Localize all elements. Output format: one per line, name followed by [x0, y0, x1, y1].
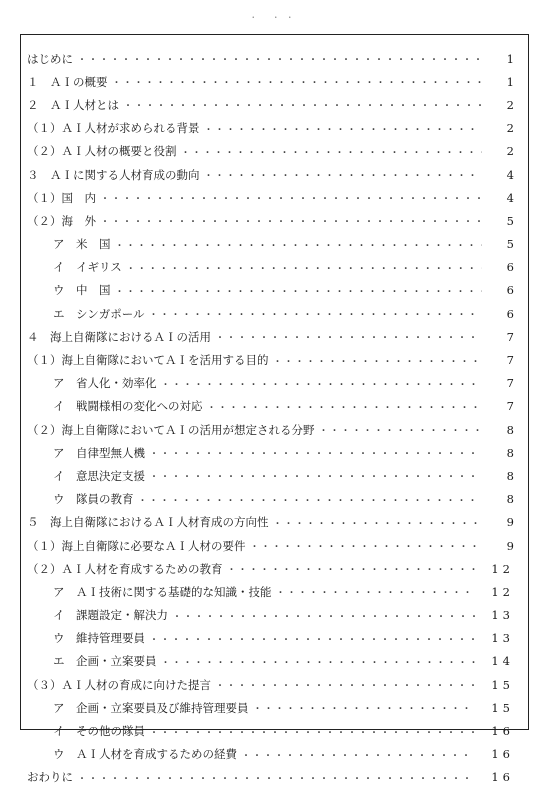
toc-entry-title: （１）海上自衛隊においてＡＩを活用する目的: [27, 353, 269, 368]
toc-entry: [21, 279, 528, 302]
toc-entry-title: おわりに: [27, 770, 73, 785]
toc-entry-title: イ 課題設定・解決力: [53, 608, 168, 623]
toc-entry: [21, 233, 528, 256]
toc-entry-page: 7: [506, 399, 514, 414]
toc-entry-title: エ 企画・立案要員: [53, 654, 157, 669]
dot-leader: [207, 399, 483, 414]
toc-entry-title: イ 戦闘様相の変化への対応: [53, 399, 203, 414]
toc-entry-title: ４ 海上自衛隊におけるＡＩの活用: [27, 329, 211, 344]
toc-entry-title: ウ 隊員の教育: [53, 492, 134, 507]
toc-entry: [21, 256, 528, 279]
toc-entry: [21, 117, 528, 140]
toc-entry-title: （２）海上自衛隊においてＡＩの活用が想定される分野: [27, 422, 315, 437]
toc-entry-title: （２）ＡＩ人材を育成するための教育: [27, 561, 223, 576]
toc-entry-title: ウ 維持管理要員: [53, 631, 145, 646]
toc-entry-page: 2: [506, 144, 514, 159]
toc-entry-title: ア 自律型無人機: [53, 445, 145, 460]
toc-entry-title: ウ ＡＩ人材を育成するための経費: [53, 747, 237, 762]
toc-entry-page: 9: [506, 538, 514, 553]
toc-entry-title: （１）ＡＩ人材が求められる背景: [27, 121, 200, 136]
dot-leader: [115, 237, 483, 252]
toc-entry: [21, 47, 528, 70]
toc-entry: [21, 673, 528, 696]
toc-entry-title: ア 米 国: [53, 237, 111, 252]
toc-entry-page: 5: [506, 237, 514, 252]
table-of-contents: [21, 47, 528, 789]
dot-leader: [250, 538, 483, 553]
dot-leader: [138, 492, 483, 507]
dot-leader: [181, 144, 483, 159]
toc-entry-page: 8: [506, 445, 514, 460]
dot-leader: [148, 306, 482, 321]
toc-entry: [21, 348, 528, 371]
toc-entry-title: イ イギリス: [53, 260, 122, 275]
toc-entry-page: 16: [491, 770, 514, 785]
toc-entry: [21, 418, 528, 441]
toc-entry: [21, 186, 528, 209]
dot-leader: [215, 677, 476, 692]
toc-entry-title: ア ＡＩ技術に関する基礎的な知識・技能: [53, 584, 272, 599]
dot-leader: [126, 260, 482, 275]
toc-entry: [21, 604, 528, 627]
toc-entry-title: ５ 海上自衛隊におけるＡＩ人材育成の方向性: [27, 515, 269, 530]
toc-entry-page: 15: [491, 700, 514, 715]
dot-leader: [115, 283, 483, 298]
toc-entry-page: 16: [491, 747, 514, 762]
toc-entry: [21, 464, 528, 487]
toc-entry-page: 15: [491, 677, 514, 692]
toc-entry: [21, 93, 528, 116]
dot-leader: [149, 631, 476, 646]
toc-entry-page: 8: [506, 468, 514, 483]
toc-entry-page: 1: [506, 51, 514, 66]
toc-entry-page: 6: [506, 260, 514, 275]
dot-leader: [319, 422, 483, 437]
toc-entry: [21, 395, 528, 418]
dot-leader: [123, 97, 482, 112]
toc-entry-page: 12: [491, 561, 514, 576]
toc-entry-page: 7: [506, 329, 514, 344]
toc-entry-page: 13: [491, 608, 514, 623]
toc-entry-page: 8: [506, 492, 514, 507]
toc-entry: [21, 511, 528, 534]
dot-leader: [227, 561, 477, 576]
toc-entry-title: イ 意思決定支援: [53, 468, 145, 483]
dot-leader: [100, 190, 482, 205]
dot-leader: [161, 376, 483, 391]
toc-entry-title: （２）海 外: [27, 213, 96, 228]
dot-leader: [204, 121, 483, 136]
toc-entry: [21, 441, 528, 464]
toc-entry-page: 4: [506, 190, 514, 205]
toc-entry: [21, 163, 528, 186]
toc-entry: [21, 743, 528, 766]
dot-leader: [273, 353, 483, 368]
dot-leader: [273, 515, 483, 530]
toc-entry: [21, 557, 528, 580]
dot-leader: [149, 445, 482, 460]
toc-entry-page: 1: [506, 74, 514, 89]
toc-entry: [21, 696, 528, 719]
toc-entry: [21, 140, 528, 163]
toc-entry: [21, 580, 528, 603]
toc-entry-title: （１）海上自衛隊に必要なＡＩ人材の要件: [27, 538, 246, 553]
dot-leader: [149, 724, 476, 739]
toc-entry-title: （１）国 内: [27, 190, 96, 205]
toc-entry-page: 14: [491, 654, 514, 669]
toc-entry-title: １ ＡＩの概要: [27, 74, 108, 89]
dot-leader: [149, 468, 482, 483]
toc-entry-page: 6: [506, 283, 514, 298]
toc-entry-title: ２ ＡＩ人材とは: [27, 97, 119, 112]
toc-entry-title: エ シンガポール: [53, 306, 145, 321]
dot-leader: [241, 747, 476, 762]
toc-entry: [21, 372, 528, 395]
toc-entry-page: 7: [506, 353, 514, 368]
toc-entry-page: 2: [506, 97, 514, 112]
toc-entry: [21, 70, 528, 93]
toc-entry: [21, 209, 528, 232]
toc-entry: [21, 719, 528, 742]
toc-entry-page: 16: [491, 724, 514, 739]
toc-entry: [21, 302, 528, 325]
dot-leader: [77, 770, 476, 785]
toc-entry-title: ウ 中 国: [53, 283, 111, 298]
toc-entry-title: （３）ＡＩ人材の育成に向けた提言: [27, 677, 211, 692]
dot-leader: [253, 700, 477, 715]
dot-leader: [215, 329, 482, 344]
toc-entry-page: 12: [491, 584, 514, 599]
page-heading: ・ ・・: [249, 13, 300, 22]
dot-leader: [172, 608, 476, 623]
toc-entry-page: 4: [506, 167, 514, 182]
dot-leader: [112, 74, 483, 89]
dot-leader: [161, 654, 477, 669]
dot-leader: [204, 167, 483, 182]
dot-leader: [276, 584, 477, 599]
toc-entry-title: ３ ＡＩに関する人材育成の動向: [27, 167, 200, 182]
toc-frame: [20, 34, 529, 785]
toc-entry-title: ア 省人化・効率化: [53, 376, 157, 391]
toc-entry: [21, 627, 528, 650]
toc-entry: [21, 534, 528, 557]
dot-leader: [100, 213, 482, 228]
toc-entry: [21, 488, 528, 511]
toc-entry-page: 7: [506, 376, 514, 391]
toc-entry-page: 2: [506, 121, 514, 136]
toc-entry-title: （２）ＡＩ人材の概要と役割: [27, 144, 177, 159]
toc-entry-page: 5: [506, 213, 514, 228]
toc-entry-page: 13: [491, 631, 514, 646]
toc-entry-page: 8: [506, 422, 514, 437]
toc-entry-page: 9: [506, 515, 514, 530]
toc-entry-page: 6: [506, 306, 514, 321]
toc-entry: [21, 650, 528, 673]
toc-entry-title: はじめに: [27, 51, 73, 66]
toc-entry: [21, 325, 528, 348]
toc-entry-title: イ その他の隊員: [53, 724, 145, 739]
toc-entry-title: ア 企画・立案要員及び維持管理要員: [53, 700, 249, 715]
dot-leader: [77, 51, 482, 66]
toc-entry: [21, 766, 528, 789]
